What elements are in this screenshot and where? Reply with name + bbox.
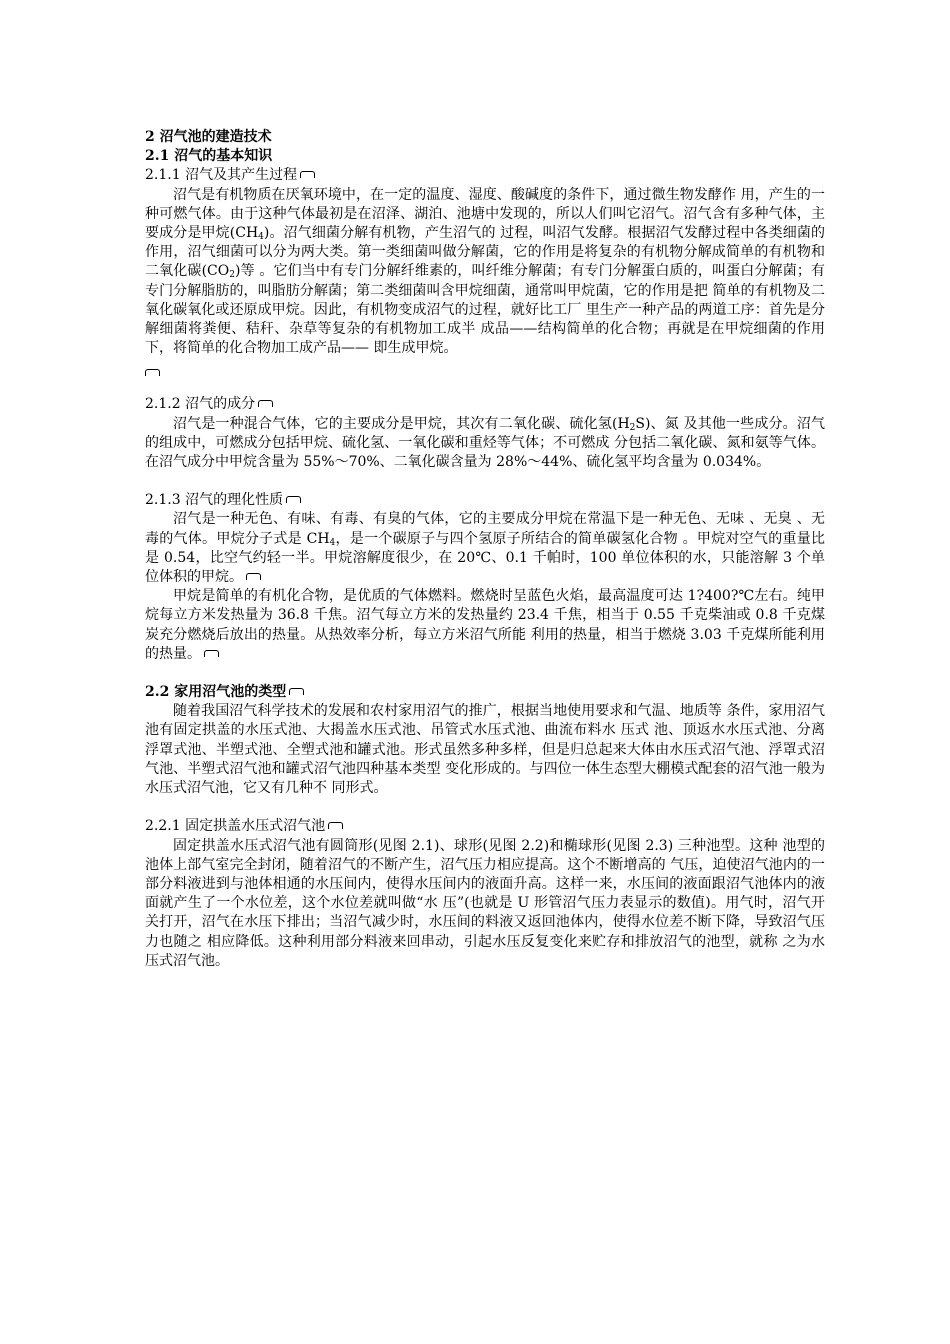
- section-heading-2-1: [145, 147, 825, 166]
- heading-text: 2.2 家用沼气池的类型: [145, 684, 287, 701]
- section-heading-2: [145, 128, 825, 147]
- paragraph-mark-icon: [258, 400, 273, 407]
- paragraph-mark-icon: [328, 822, 343, 829]
- section-heading-2-1-3: [145, 491, 825, 510]
- text-run: )等 。它们当中有专门分解纤维素的，叫纤维分解菌；有专门分解蛋白质的，叫蛋白分解菌；有 专门分解脂肪的，叫脂肪分解菌；第二类细菌叫含甲烷细菌，通常叫甲烷菌，它的作用是把 简单的有机物及二氧化碳氧化或还原成甲烷。因此，有机物变成沼气的过程，就好比工厂 里生产一种产品的两道工序：首先是分解细菌将粪便、秸秆、杂草等复杂的有机物加工成半 成品——结构简单的化合物；再就是在甲烷细菌的作用下，将简单的化合物加工成产品—— 即生成甲烷。: [145, 263, 825, 357]
- heading-text: 2.2.1 固定拱盖水压式沼气池: [145, 818, 326, 835]
- section-heading-2-2-1: [145, 817, 825, 836]
- paragraph-2-1-2: [145, 415, 825, 473]
- section-heading-2-2: [145, 683, 825, 702]
- paragraph-2-2: [145, 702, 825, 798]
- heading-text: 2.1.2 沼气的成分: [145, 396, 256, 413]
- paragraph-mark-icon: [286, 496, 301, 503]
- heading-text: 2.1 沼气的基本知识: [145, 148, 273, 165]
- subscript: 2: [629, 422, 636, 433]
- spacer: [145, 472, 825, 491]
- paragraph-mark-icon: [289, 688, 304, 695]
- subscript: 2: [229, 270, 235, 281]
- heading-text: 2.1.3 沼气的理化性质: [145, 492, 284, 509]
- paragraph-2-1-1: [145, 186, 825, 359]
- paragraph-2-2-1: [145, 837, 825, 971]
- spacer: [145, 376, 825, 395]
- text-run: 固定拱盖水压式沼气池有圆筒形(见图 2.1)、球形(见图 2.2)和椭球形(见图 2.3) 三种池型。这种 池型的池体上部气室完全封闭，随着沼气的不断产生，沼气压力相应提高。这个不断增高的 气压，迫使沼气池内的一部分料液进到与池体相通的水压间内，使得水压间内的液面升高。这样一来，水压间的液面跟沼气池体内的液面就产生了一个水位差，这个水位差就叫做“水 压”(也就是 U 形管沼气压力表显示的数值)。用气时，沼气开关打开，沼气在水压下排出；当沼气减少时，水压间的料液又返回池体内，使得水位差不断下降，导致沼气压力也随之 相应降低。这种利用部分料液来回串动，引起水压反复变化来贮存和排放沼气的池型，就称 之为水压式沼气池。: [145, 837, 825, 969]
- paragraph-mark-icon: [145, 369, 160, 376]
- text-run: S)、氮 及其他一些成分。沼气的组成中，可燃成分包括甲烷、硫化氢、一氧化碳和重烃等气体；不可燃成 分包括二氧化碳、氮和氨等气体。在沼气成分中甲烷含量为 55%～70%、二氧化碳含量为 28%～44%、硫化氢平均含量为 0.034%。: [145, 415, 825, 471]
- text-run: 沼气是一种混合气体，它的主要成分是甲烷，其次有二氧化碳、硫化氢(H: [173, 415, 630, 432]
- text-run: )。沼气细菌分解有机物，产生沼气的 过程，叫沼气发酵。根据沼气发酵过程中各类细菌的作用，沼气细菌可以分为两大类。第一类细菌叫做分解菌，它的作用是将复杂的有机物分解成简单的有机物和二氧化碳(CO: [145, 225, 825, 280]
- empty-paragraph: [145, 364, 825, 376]
- text-run: 随着我国沼气科学技术的发展和农村家用沼气的推广，根据当地使用要求和气温、地质等 条件，家用沼气池有固定拱盖的水压式池、大揭盖水压式池、吊管式水压式池、曲流布料水 压式 池、顶返水水压式池、分离浮罩式池、半塑式池、全塑式池和罐式池。形式虽然多种多样，但是归总起来大体由水压式沼气池、浮罩式沼气池、半塑式沼气池和罐式沼气池四种基本类型 变化形成的。与四位一体生态型大棚模式配套的沼气池一般为水压式沼气池，它又有几种不 同形式。: [145, 703, 825, 797]
- spacer: [145, 664, 825, 683]
- document-page: [145, 128, 825, 971]
- paragraph-mark-icon: [204, 650, 219, 657]
- text-run: 沼气是一种无色、有味、有毒、有臭的气体，它的主要成分甲烷在常温下是一种无色、无味 、无臭 、无毒的气体。甲烷分子式是 CH: [145, 511, 825, 547]
- text-run: ，是一个碳原子与四个氢原子所结合的简单碳氢化合物 。甲烷对空气的重量比是 0.54，比空气约轻一半。甲烷溶解度很少，在 20℃、0.1 千帕时，100 单位体积的水，只能溶解 3 个单位体积的甲烷。: [145, 530, 825, 586]
- subscript: 4: [329, 537, 336, 548]
- paragraph-2-1-3b: [145, 587, 825, 664]
- section-heading-2-1-2: [145, 395, 825, 414]
- heading-text: 2 沼气池的建造技术: [145, 129, 272, 145]
- subscript: 4: [258, 232, 264, 243]
- text-run: 甲烷是简单的有机化合物，是优质的气体燃料。燃烧时呈蓝色火焰，最高温度可达 1?400?℃左右。纯甲烷每立方米发热量为 36.8 千焦。沼气每立方米的发热量约 23.4 千焦，相当于 0.55 千克柴油或 0.8 千克煤炭充分燃烧后放出的热量。从热效率分析，每立方米沼气所能 利用的热量，相当于燃烧 3.03 千克煤所能利用的热量。: [145, 588, 825, 662]
- text-run: 沼气是有机物质在厌氧环境中，在一定的温度、湿度、酸碱度的条件下，通过微生物发酵作 用，产生的一种可燃气体。由于这种气体最初是在沼泽、湖泊、池塘中发现的，所以人们叫它沼气。沼气含有多种气体，主要成分是甲烷(CH: [145, 186, 825, 242]
- section-heading-2-1-1: [145, 166, 825, 185]
- heading-text: 2.1.1 沼气及其产生过程: [145, 167, 298, 184]
- paragraph-mark-icon: [246, 573, 261, 580]
- paragraph-2-1-3a: [145, 510, 825, 587]
- spacer: [145, 798, 825, 817]
- paragraph-mark-icon: [300, 171, 315, 178]
